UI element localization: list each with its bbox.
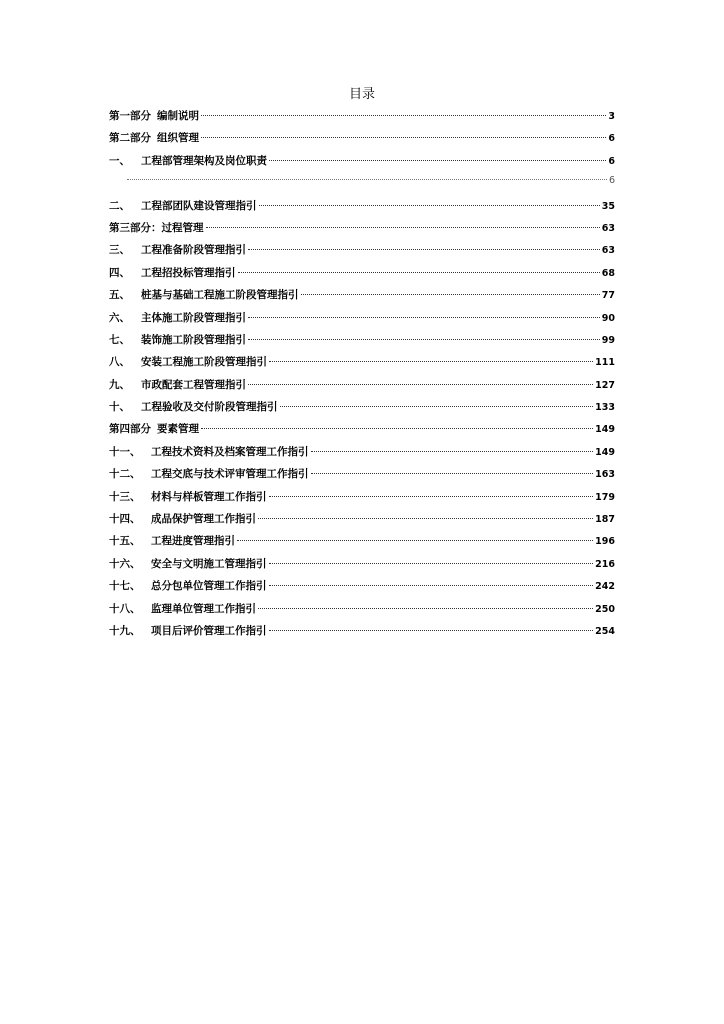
toc-entry-page-number: 163 — [595, 469, 615, 481]
toc-entry-title: 市政配套工程管理指引 — [141, 378, 246, 391]
toc-entry-title: 桩基与基础工程施工阶段管理指引 — [141, 289, 299, 302]
toc-entry-number: 十八、 — [109, 602, 141, 615]
toc-entry-title: 工程部团队建设管理指引 — [141, 199, 257, 212]
toc-entry[interactable] — [109, 265, 615, 287]
toc-dot-leader — [269, 160, 606, 161]
toc-entry-number: 八、 — [109, 356, 130, 369]
toc-entry-number: 第一部分 — [109, 110, 151, 122]
toc-entry[interactable] — [109, 578, 615, 600]
toc-entry-page-number: 63 — [601, 245, 615, 257]
toc-entry-page-number: 111 — [595, 357, 615, 369]
toc-entry[interactable] — [109, 287, 615, 309]
toc-entry-page-number: 187 — [595, 514, 615, 526]
toc-entry[interactable] — [109, 354, 615, 376]
toc-entry-page-number: 216 — [595, 558, 615, 570]
toc-entry-page-number: 99 — [601, 334, 615, 346]
toc-entry-title: 安装工程施工阶段管理指引 — [141, 356, 267, 369]
toc-dot-leader — [269, 496, 594, 497]
toc-entry-number: 十三、 — [109, 490, 141, 503]
toc-entry-page-number: 149 — [595, 446, 615, 458]
toc-entry-title: 组织管理 — [157, 132, 199, 145]
toc-entry-number: 二、 — [109, 199, 130, 212]
toc-entry-title: 主体施工阶段管理指引 — [141, 311, 246, 324]
toc-entry[interactable] — [109, 601, 615, 623]
toc-entry-number: 十六、 — [109, 557, 141, 570]
toc-entry-page-number: 6 — [608, 155, 615, 167]
toc-entry-title: 过程管理 — [161, 221, 204, 234]
toc-entry-title: 工程准备阶段管理指引 — [141, 244, 246, 257]
toc-dot-leader — [269, 361, 593, 362]
toc-dot-leader — [311, 473, 594, 474]
toc-entry-title: 工程部管理架构及岗位职责 — [141, 154, 267, 167]
toc-entry[interactable] — [109, 466, 615, 488]
toc-dot-leader — [269, 630, 594, 631]
toc-dot-leader — [248, 317, 600, 318]
toc-entry-title: 装饰施工阶段管理指引 — [141, 333, 246, 346]
toc-entry-title: 监理单位管理工作指引 — [151, 602, 256, 615]
toc-entry-page-number: 6 — [608, 175, 615, 187]
toc-entry-title: 工程验收及交付阶段管理指引 — [141, 401, 278, 414]
toc-entry-title: 工程交底与技术评审管理工作指引 — [151, 468, 309, 481]
toc-dot-leader — [301, 294, 600, 295]
toc-entry-title: 材料与样板管理工作指引 — [151, 490, 267, 503]
toc-entry-number: 十一、 — [109, 445, 141, 458]
toc-entry-title: 编制说明 — [157, 110, 199, 122]
toc-entry-number: 一、 — [109, 154, 130, 167]
toc-dot-leader — [237, 540, 593, 541]
toc-dot-leader — [311, 451, 594, 452]
toc-entry-title: 要素管理 — [157, 423, 199, 436]
toc-dot-leader — [238, 272, 600, 273]
toc-entry-number: 四、 — [109, 266, 130, 279]
toc-entry[interactable] — [109, 489, 615, 511]
toc-entry-number: 第四部分 — [109, 423, 151, 436]
toc-entry-number: 第三部分： — [109, 221, 162, 234]
toc-entry-number: 三、 — [109, 244, 130, 257]
toc-entry-number: 第二部分 — [109, 132, 151, 145]
toc-entry-number: 九、 — [109, 378, 130, 391]
toc-entry[interactable] — [109, 421, 615, 443]
toc-dot-leader — [258, 518, 593, 519]
toc-dot-leader — [259, 205, 600, 206]
toc-entry-title: 成品保护管理工作指引 — [151, 513, 256, 526]
toc-entry-page-number: 127 — [595, 379, 615, 391]
toc-entry-page-number: 63 — [601, 222, 615, 234]
toc-entry-title: 安全与文明施工管理指引 — [151, 557, 267, 570]
toc-entry[interactable] — [109, 377, 615, 399]
toc-entry-number: 十二、 — [109, 468, 141, 481]
toc-dot-leader — [206, 227, 600, 228]
toc-dot-leader — [127, 179, 607, 180]
toc-entry-page-number: 3 — [608, 111, 615, 122]
toc-entry[interactable] — [109, 175, 615, 197]
toc-entry[interactable] — [109, 511, 615, 533]
toc-entry-page-number: 250 — [595, 603, 615, 615]
toc-dot-leader — [201, 428, 593, 429]
toc-entry-page-number: 133 — [595, 402, 615, 414]
toc-dot-leader — [201, 137, 606, 138]
toc-entry-page-number: 149 — [595, 424, 615, 436]
toc-entry[interactable] — [109, 623, 615, 645]
toc-entry-page-number: 68 — [601, 267, 615, 279]
toc-entry[interactable] — [109, 556, 615, 578]
toc-entry-title: 总分包单位管理工作指引 — [151, 580, 267, 593]
toc-entry-number: 十七、 — [109, 580, 141, 593]
toc-entry-page-number: 242 — [595, 581, 615, 593]
toc-entry-page-number: 90 — [601, 312, 615, 324]
toc-entry-number: 十九、 — [109, 624, 141, 637]
toc-list — [109, 108, 615, 645]
toc-entry[interactable] — [109, 242, 615, 264]
toc-entry[interactable] — [109, 153, 615, 175]
toc-entry-number: 十、 — [109, 401, 130, 414]
toc-entry-page-number: 77 — [601, 290, 615, 302]
toc-entry-number: 十五、 — [109, 535, 141, 548]
toc-entry[interactable] — [109, 220, 615, 242]
toc-entry-number: 六、 — [109, 311, 130, 324]
toc-entry-title: 工程技术资料及档案管理工作指引 — [151, 445, 309, 458]
toc-entry[interactable] — [109, 399, 615, 421]
toc-entry[interactable] — [109, 310, 615, 332]
toc-entry-title: 项目后评价管理工作指引 — [151, 624, 267, 637]
toc-entry[interactable] — [109, 108, 615, 130]
toc-entry[interactable] — [109, 533, 615, 555]
toc-entry-number: 七、 — [109, 333, 130, 346]
toc-dot-leader — [280, 406, 594, 407]
toc-entry[interactable] — [109, 332, 615, 354]
toc-dot-leader — [248, 339, 600, 340]
toc-dot-leader — [269, 585, 594, 586]
toc-entry-page-number: 196 — [595, 536, 615, 548]
toc-entry-title: 工程进度管理指引 — [151, 535, 235, 548]
toc-entry-number: 十四、 — [109, 513, 141, 526]
toc-dot-leader — [269, 563, 594, 564]
toc-entry-page-number: 254 — [595, 625, 615, 637]
toc-entry[interactable] — [109, 130, 615, 152]
toc-entry[interactable] — [109, 198, 615, 220]
toc-entry-number: 五、 — [109, 289, 130, 302]
toc-entry[interactable] — [109, 444, 615, 466]
toc-entry-title: 工程招投标管理指引 — [141, 266, 236, 279]
toc-dot-leader — [258, 608, 593, 609]
toc-entry-page-number: 6 — [608, 133, 615, 145]
toc-entry-page-number: 35 — [601, 200, 615, 212]
toc-title: 目录 — [348, 87, 375, 102]
toc-entry-page-number: 179 — [595, 491, 615, 503]
toc-dot-leader — [248, 249, 600, 250]
toc-dot-leader — [201, 115, 606, 116]
toc-dot-leader — [248, 384, 593, 385]
